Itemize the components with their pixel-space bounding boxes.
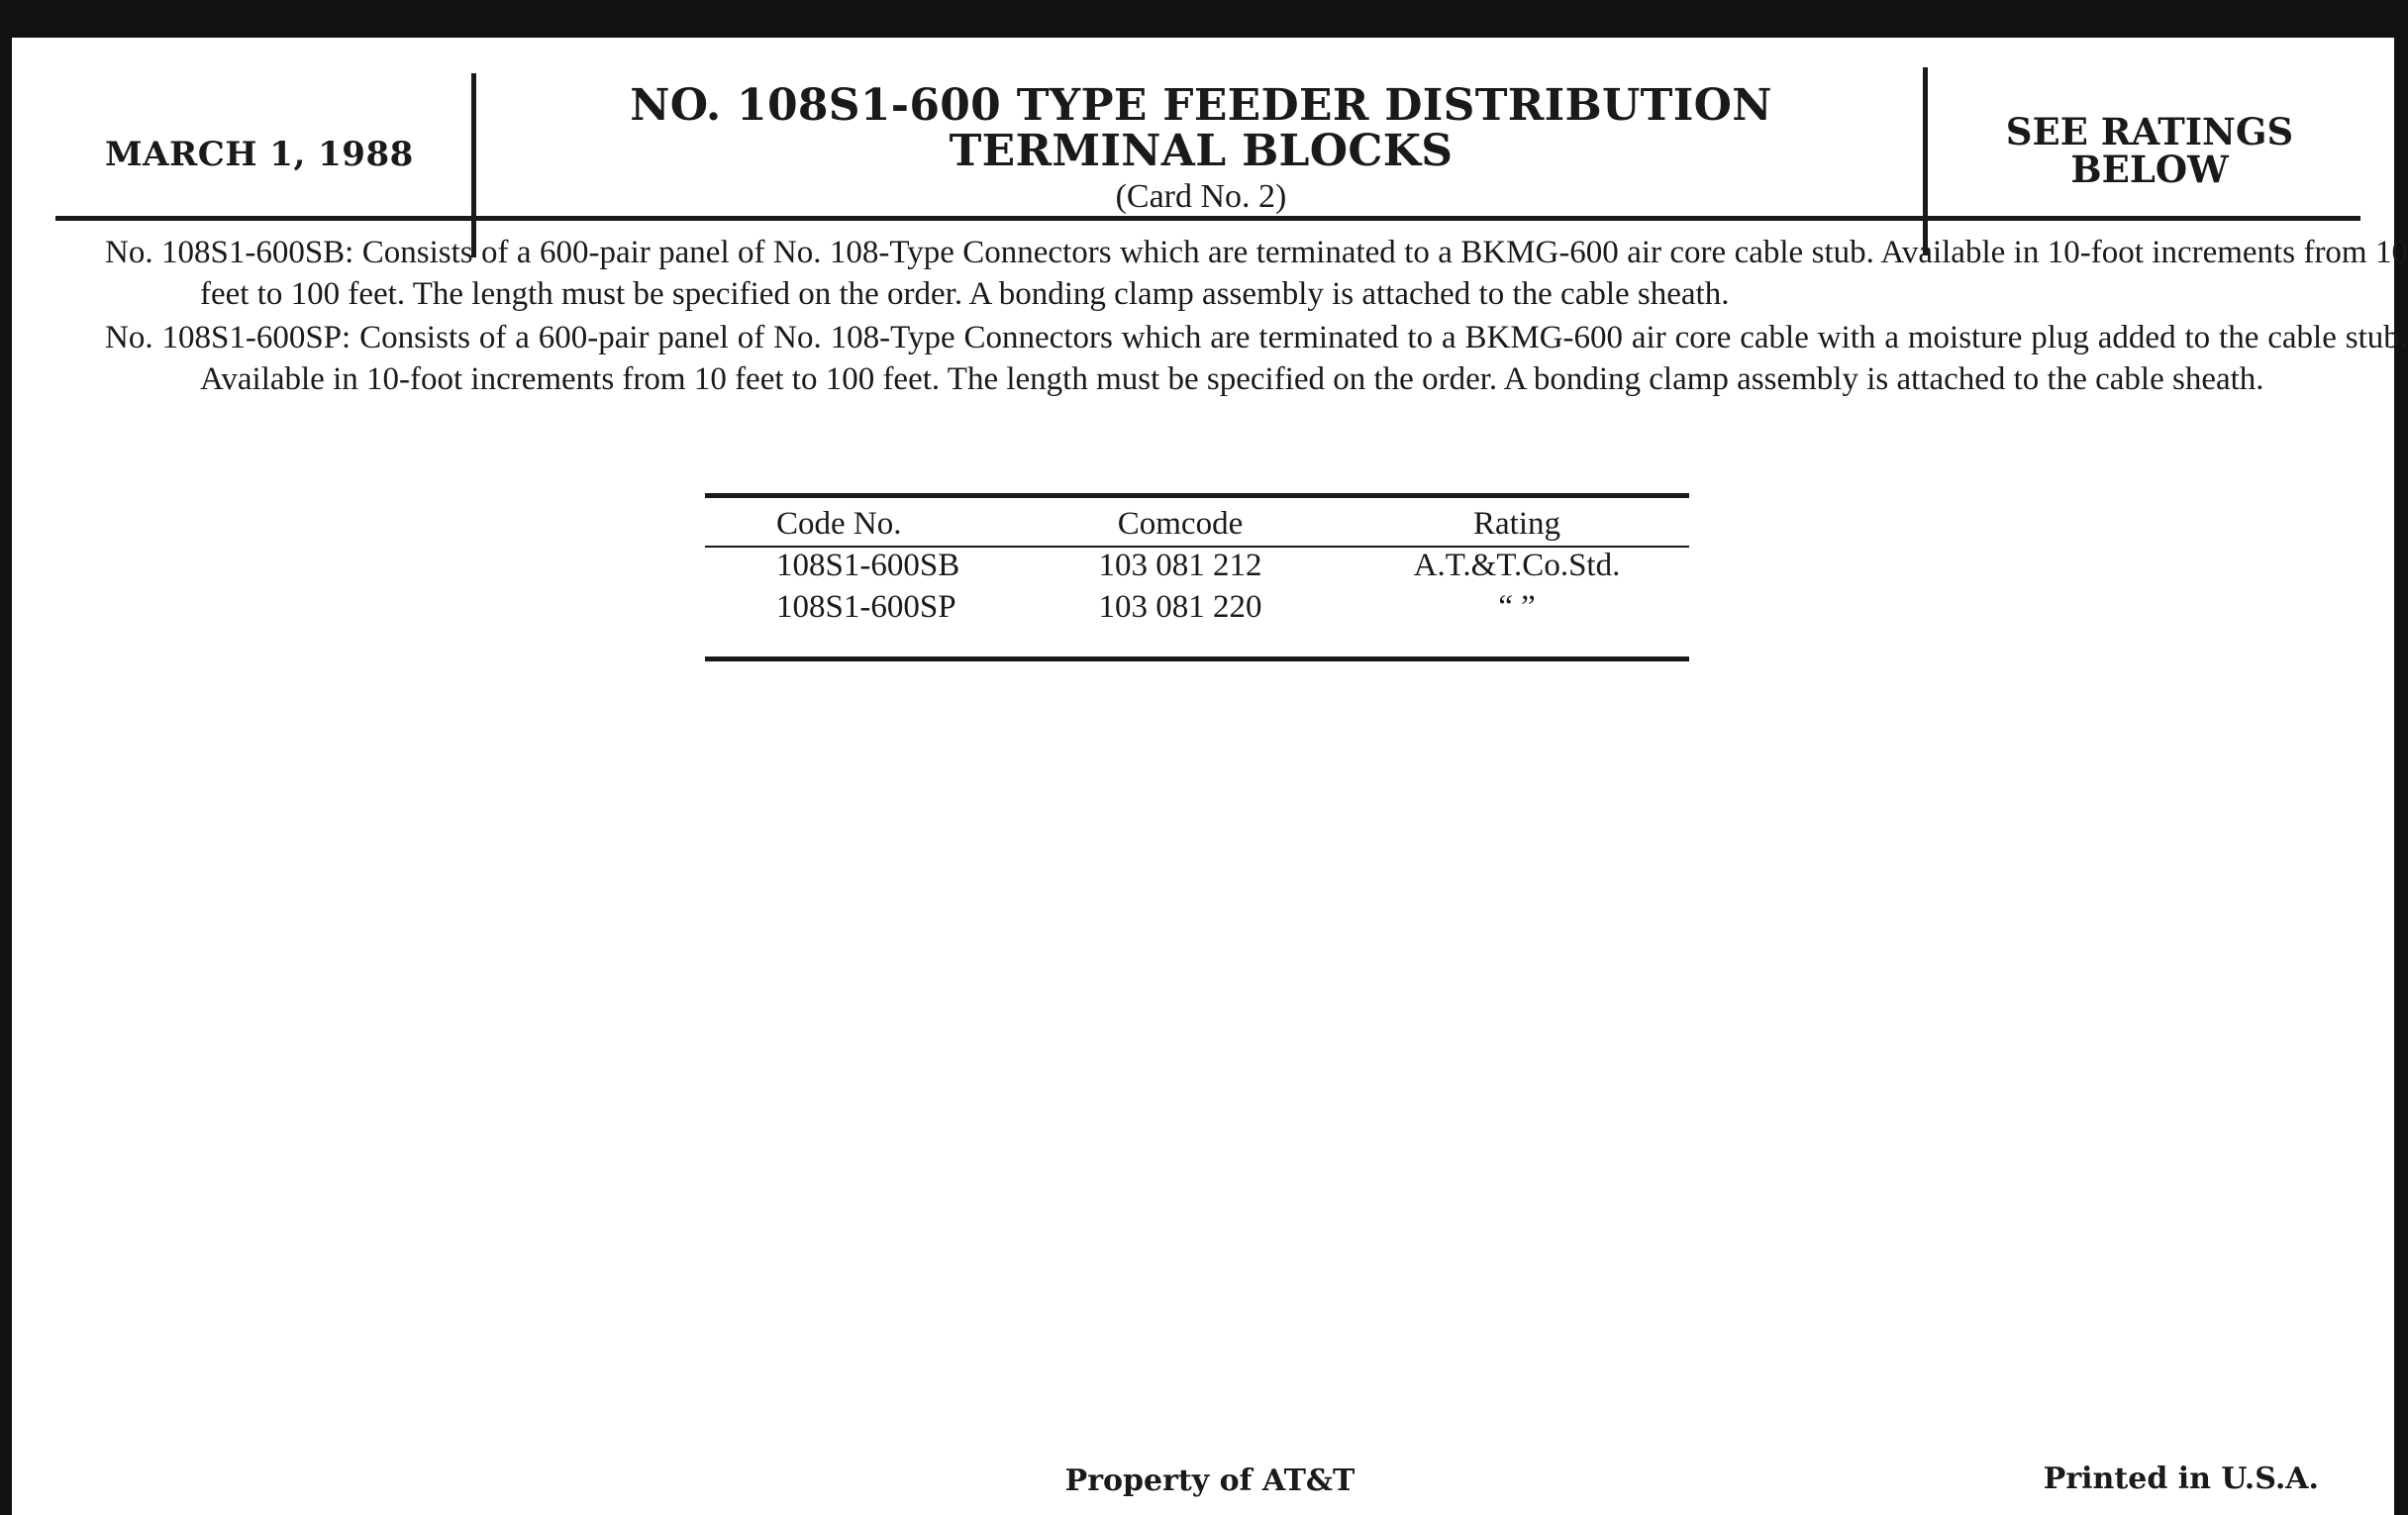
table-row xyxy=(705,548,1689,589)
footer-printed: Printed in U.S.A. xyxy=(2043,1462,2319,1496)
page-title xyxy=(487,80,1915,176)
ratings-line-2: BELOW xyxy=(2070,148,2229,191)
header-date: MARCH 1, 1988 xyxy=(105,135,414,174)
cell-comcode: 103 081 220 xyxy=(1098,589,1262,625)
cell-comcode: 103 081 212 xyxy=(1098,548,1262,583)
ratings-line-1: SEE RATINGS xyxy=(2005,110,2294,153)
table-bottom-rule xyxy=(705,656,1689,661)
title-line-2: TERMINAL BLOCKS xyxy=(949,126,1454,176)
header-rating: Rating xyxy=(1473,506,1560,542)
header-rule xyxy=(55,216,2360,221)
card-number: (Card No. 2) xyxy=(1115,178,1287,215)
description-600sb: No. 108S1-600SB: Consists of a 600-pair panel of No. 108-Type Connectors which are terminated to a BKMG-600 air core cable stub. Available in 10-foot increments from 10 feet to 100 feet. The length must be specified on the order. A bonding clamp assembly is attached to the cable sheath. xyxy=(105,235,2408,312)
header-comcode: Comcode xyxy=(1117,506,1244,542)
cell-code-no: 108S1-600SP xyxy=(776,589,956,625)
footer-property: Property of AT&T xyxy=(1064,1464,1355,1498)
header-ratings xyxy=(1937,110,2362,191)
header-divider-right xyxy=(1923,67,1928,255)
table-row xyxy=(705,589,1689,631)
table-header-row xyxy=(705,498,1689,546)
header-code-no: Code No. xyxy=(776,506,902,542)
cell-code-no: 108S1-600SB xyxy=(776,548,960,583)
description-600sp: No. 108S1-600SP: Consists of a 600-pair panel of No. 108-Type Connectors which are terminated to a BKMG-600 air core cable with a moisture plug added to the cable stub. Available in 10-foot increments from 10 feet to 100 feet. The length must be specified on the order. A bonding clamp assembly is attached to the cable sheath. xyxy=(105,320,2408,397)
header-divider-left xyxy=(471,73,476,257)
title-line-1: NO. 108S1-600 TYPE FEEDER DISTRIBUTION xyxy=(630,80,1772,131)
code-table xyxy=(705,493,1689,661)
cell-rating: “ ” xyxy=(1498,589,1536,625)
reference-card xyxy=(12,38,2408,1515)
cell-rating: A.T.&T.Co.Std. xyxy=(1413,548,1621,583)
